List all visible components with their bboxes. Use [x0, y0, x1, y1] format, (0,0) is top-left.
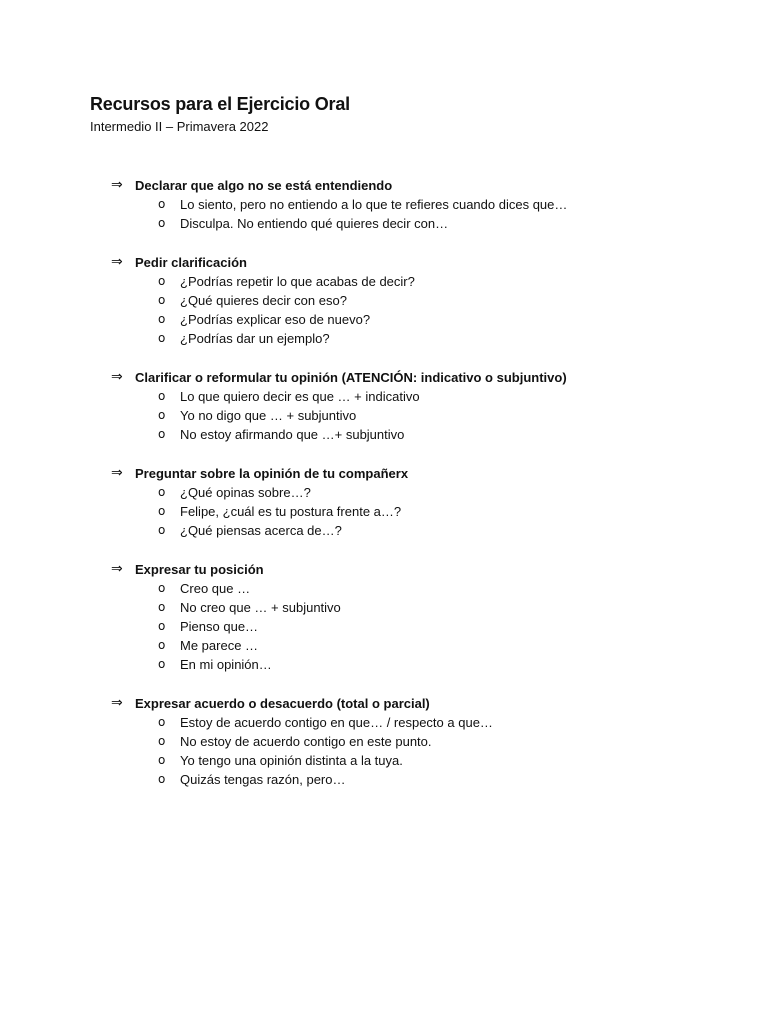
list-item-text: Lo siento, pero no entiendo a lo que te refieres cuando dices que…: [180, 197, 568, 212]
document-subtitle: Intermedio II – Primavera 2022: [90, 119, 269, 134]
list-item-text: Yo tengo una opinión distinta a la tuya.: [180, 753, 403, 768]
circle-bullet-icon: o: [158, 734, 166, 748]
list-item-text: Me parece …: [180, 638, 259, 653]
list-item-text: En mi opinión…: [180, 657, 272, 672]
section-heading-text: Expresar tu posición: [135, 562, 264, 577]
list-item-text: No estoy de acuerdo contigo en este punto.: [180, 734, 432, 749]
list-item: [0, 617, 768, 636]
double-arrow-icon: ⇒: [111, 465, 123, 481]
list-item: [0, 483, 768, 502]
section: [0, 368, 768, 444]
list-item-text: Creo que …: [180, 581, 251, 596]
list-item-text: Disculpa. No entiendo qué quieres decir con…: [180, 216, 449, 231]
section-heading: [0, 694, 768, 713]
circle-bullet-icon: o: [158, 274, 166, 288]
circle-bullet-icon: o: [158, 715, 166, 729]
list-item-text: No estoy afirmando que …+ subjuntivo: [180, 427, 405, 442]
section: [0, 176, 768, 233]
section: [0, 560, 768, 674]
circle-bullet-icon: o: [158, 389, 166, 403]
list-item: [0, 636, 768, 655]
list-item: [0, 291, 768, 310]
section-items: [0, 483, 768, 540]
list-item: [0, 310, 768, 329]
document-title: Recursos para el Ejercicio Oral: [90, 94, 350, 114]
list-item: [0, 770, 768, 789]
section-heading: [0, 560, 768, 579]
list-item-text: ¿Podrías repetir lo que acabas de decir?: [180, 274, 415, 289]
list-item: [0, 406, 768, 425]
double-arrow-icon: ⇒: [111, 254, 123, 270]
section: [0, 694, 768, 789]
list-item: [0, 579, 768, 598]
section-items: [0, 713, 768, 789]
section-heading-text: Declarar que algo no se está entendiendo: [135, 178, 393, 193]
circle-bullet-icon: o: [158, 523, 166, 537]
circle-bullet-icon: o: [158, 427, 166, 441]
circle-bullet-icon: o: [158, 485, 166, 499]
list-item-text: Yo no digo que … + subjuntivo: [180, 408, 357, 423]
circle-bullet-icon: o: [158, 293, 166, 307]
circle-bullet-icon: o: [158, 216, 166, 230]
list-item-text: ¿Podrías dar un ejemplo?: [180, 331, 330, 346]
double-arrow-icon: ⇒: [111, 695, 123, 711]
list-item: [0, 329, 768, 348]
list-item-text: ¿Podrías explicar eso de nuevo?: [180, 312, 371, 327]
section-items: [0, 272, 768, 348]
list-item: [0, 214, 768, 233]
section-items: [0, 579, 768, 674]
section-items: [0, 195, 768, 233]
list-item: [0, 751, 768, 770]
list-item: [0, 732, 768, 751]
section-heading-text: Clarificar o reformular tu opinión (ATENCIÓN: indicativo o subjuntivo): [135, 370, 567, 385]
circle-bullet-icon: o: [158, 504, 166, 518]
list-item-text: No creo que … + subjuntivo: [180, 600, 341, 615]
list-item: [0, 598, 768, 617]
section-heading-text: Pedir clarificación: [135, 255, 247, 270]
list-item: [0, 387, 768, 406]
list-item-text: Pienso que…: [180, 619, 259, 634]
list-item-text: Quizás tengas razón, pero…: [180, 772, 346, 787]
circle-bullet-icon: o: [158, 197, 166, 211]
list-item: [0, 713, 768, 732]
list-item: [0, 502, 768, 521]
list-item-text: ¿Qué quieres decir con eso?: [180, 293, 347, 308]
circle-bullet-icon: o: [158, 331, 166, 345]
list-item-text: Felipe, ¿cuál es tu postura frente a…?: [180, 504, 402, 519]
list-item: [0, 425, 768, 444]
double-arrow-icon: ⇒: [111, 177, 123, 193]
circle-bullet-icon: o: [158, 619, 166, 633]
section-heading: [0, 253, 768, 272]
double-arrow-icon: ⇒: [111, 369, 123, 385]
section-heading-text: Expresar acuerdo o desacuerdo (total o parcial): [135, 696, 430, 711]
list-item-text: ¿Qué piensas acerca de…?: [180, 523, 342, 538]
list-item-text: ¿Qué opinas sobre…?: [180, 485, 311, 500]
list-item: [0, 655, 768, 674]
double-arrow-icon: ⇒: [111, 561, 123, 577]
section-heading: [0, 464, 768, 483]
circle-bullet-icon: o: [158, 657, 166, 671]
list-item-text: Estoy de acuerdo contigo en que… / respecto a que…: [180, 715, 493, 730]
circle-bullet-icon: o: [158, 753, 166, 767]
section: [0, 253, 768, 348]
circle-bullet-icon: o: [158, 638, 166, 652]
circle-bullet-icon: o: [158, 408, 166, 422]
list-item: [0, 272, 768, 291]
circle-bullet-icon: o: [158, 772, 166, 786]
section-heading: [0, 368, 768, 387]
list-item: [0, 195, 768, 214]
sections-list: [0, 176, 768, 809]
section: [0, 464, 768, 540]
circle-bullet-icon: o: [158, 312, 166, 326]
circle-bullet-icon: o: [158, 600, 166, 614]
circle-bullet-icon: o: [158, 581, 166, 595]
section-heading-text: Preguntar sobre la opinión de tu compañerx: [135, 466, 409, 481]
section-heading: [0, 176, 768, 195]
list-item: [0, 521, 768, 540]
section-items: [0, 387, 768, 444]
list-item-text: Lo que quiero decir es que … + indicativo: [180, 389, 420, 404]
